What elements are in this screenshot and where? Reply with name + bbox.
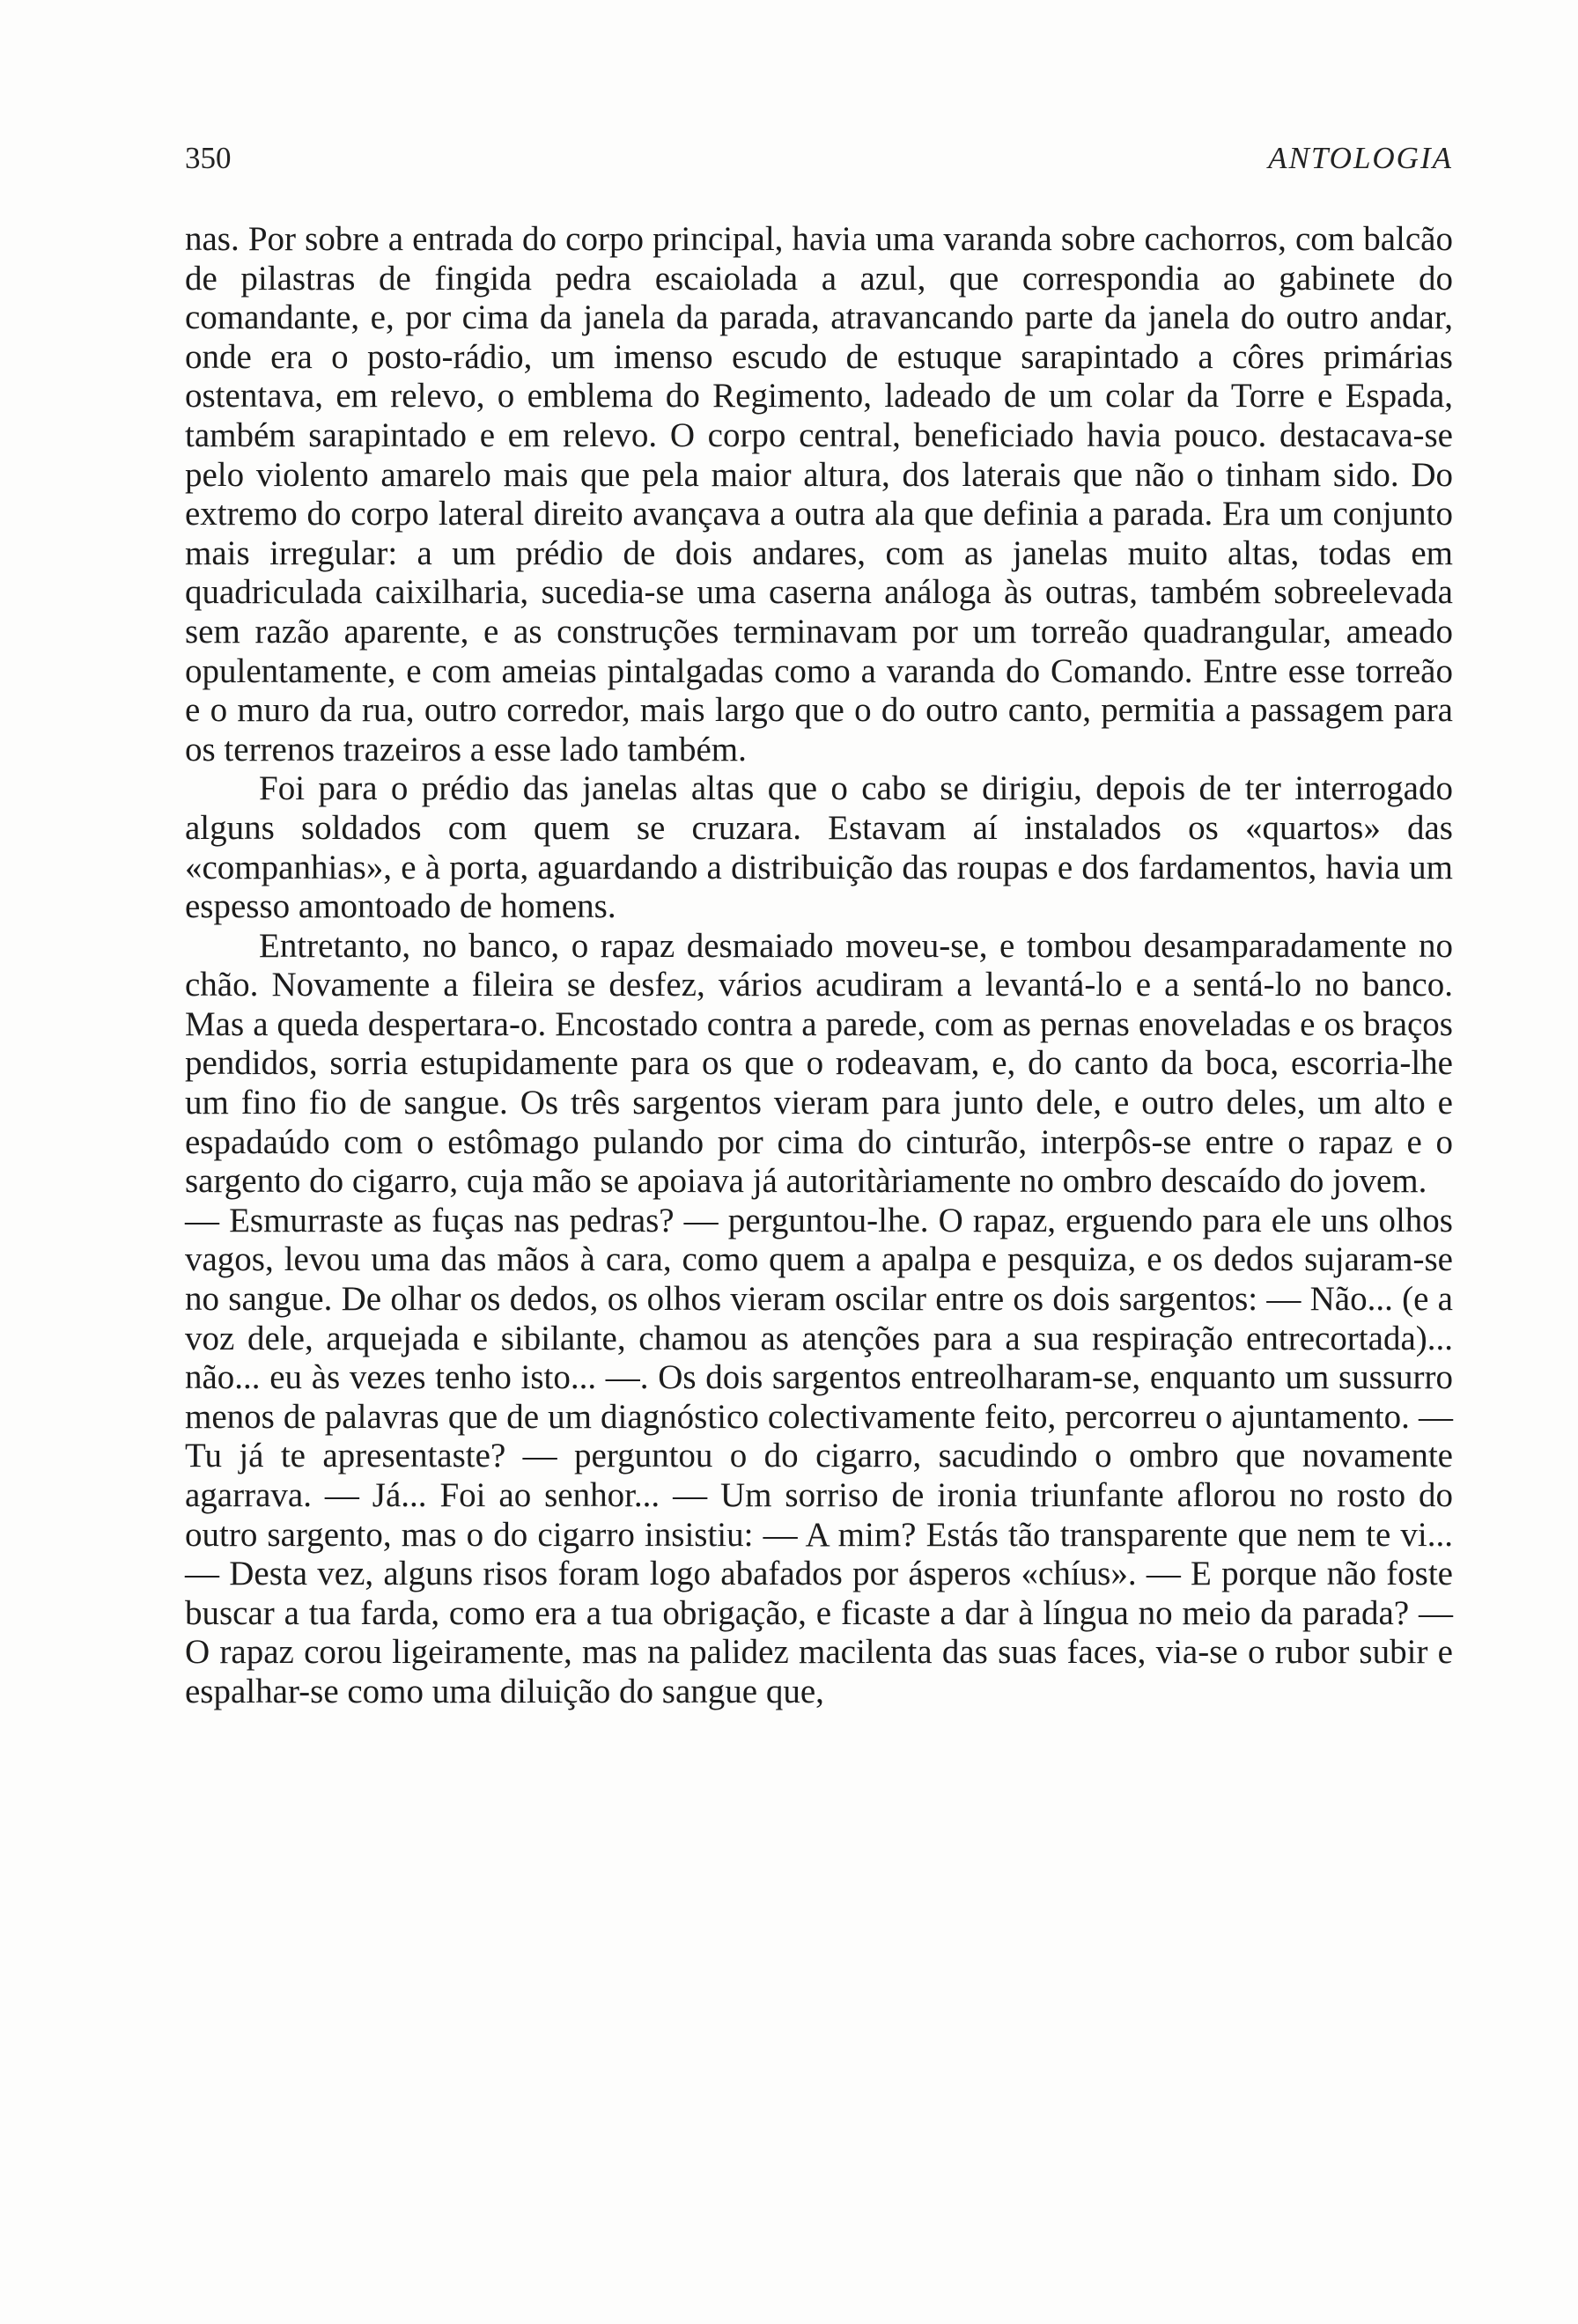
running-title: ANTOLOGIA	[1268, 141, 1453, 175]
body-text	[185, 220, 1453, 1712]
paragraph-continued: nas. Por sobre a entrada do corpo principal, havia uma varanda sobre cachorros, com balcão de pilastras de fingida pedra escaiolada a azul, que correspondia ao gabinete do comandante, e, por cima da janela da parada, atravancando parte da janela do outro andar, onde era o posto-rádio, um imenso escudo de estuque sarapintado a côres primárias ostentava, em relevo, o emblema do Regimento, ladeado de um colar da Torre e Espada, também sarapintado e em relevo. O corpo central, beneficiado havia pouco. destacava-se pelo violento amarelo mais que pela maior altura, dos laterais que não o tinham sido. Do extremo do corpo lateral direito avançava a outra ala que definia a parada. Era um conjunto mais irregular: a um prédio de dois andares, com as janelas muito altas, todas em quadriculada caixilharia, sucedia-se uma caserna análoga às outras, também sobreelevada sem razão aparente, e as construções terminavam por um torreão quadrangular, ameado opulentamente, e com ameias pintalgadas como a varanda do Comando. Entre esse torreão e o muro da rua, outro corredor, mais largo que o do outro canto, permitia a passagem para os terrenos trazeiros a esse lado também.	[185, 220, 1453, 769]
paragraph: Foi para o prédio das janelas altas que o cabo se dirigiu, depois de ter interrogado alguns soldados com quem se cruzara. Estavam aí instalados os «quartos» das «companhias», e à porta, aguardando a distribuição das roupas e dos fardamentos, havia um espesso amontoado de homens.	[185, 769, 1453, 926]
running-header	[185, 141, 1453, 185]
page-number: 350	[185, 141, 232, 175]
paragraph-dialogue: — Esmurraste as fuças nas pedras? — perguntou-lhe. O rapaz, erguendo para ele uns olhos vagos, levou uma das mãos à cara, como quem a apalpa e pesquiza, e os dedos sujaram-se no sangue. De olhar os dedos, os olhos vieram oscilar entre os dois sargentos: — Não... (e a voz dele, arquejada e sibilante, chamou as atenções para a sua respiração entrecortada)... não... eu às vezes tenho isto... —. Os dois sargentos entreolharam-se, enquanto um sussurro menos de palavras que de um diagnóstico colectivamente feito, percorreu o ajuntamento. — Tu já te apresentaste? — perguntou o do cigarro, sacudindo o ombro que novamente agarrava. — Já... Foi ao senhor... — Um sorriso de ironia triunfante aflorou no rosto do outro sargento, mas o do cigarro insistiu: — A mim? Estás tão transparente que nem te vi... — Desta vez, alguns risos foram logo abafados por ásperos «chíus». — E porque não foste buscar a tua farda, como era a tua obrigação, e ficaste a dar à língua no meio da parada? — O rapaz corou ligeiramente, mas na palidez macilenta das suas faces, via-se o rubor subir e espalhar-se como uma diluição do sangue que,	[185, 1201, 1453, 1710]
paragraph: Entretanto, no banco, o rapaz desmaiado moveu-se, e tombou desamparadamente no chão. Novamente a fileira se desfez, vários acudiram a levantá-lo e a sentá-lo no banco. Mas a queda despertara-o. Encostado contra a parede, com as pernas enoveladas e os braços pendidos, sorria estupidamente para os que o rodeavam, e, do canto da boca, escorria-lhe um fino fio de sangue. Os três sargentos vieram para junto dele, e outro deles, um alto e espadaúdo com o estômago pulando por cima do cinturão, interpôs-se entre o rapaz e o sargento do cigarro, cuja mão se apoiava já autoritàriamente no ombro descaído do jovem.	[185, 926, 1453, 1201]
